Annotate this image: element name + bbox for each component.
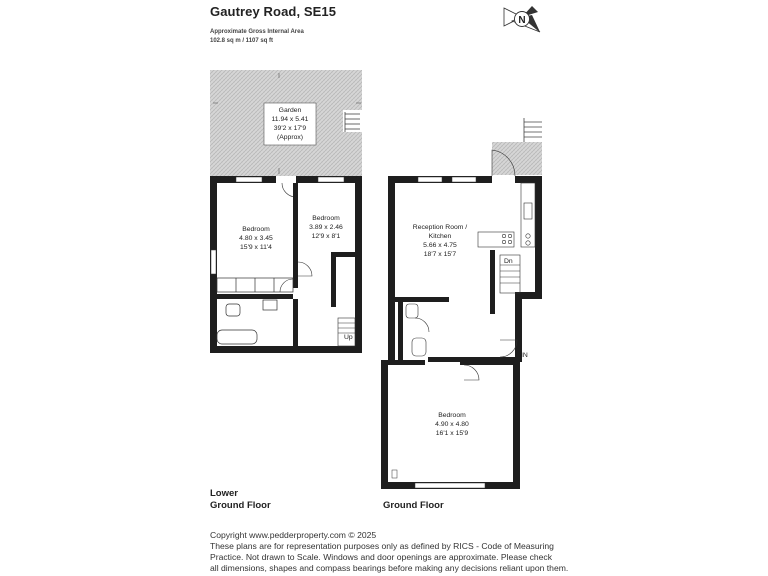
garden-dim-imperial: 39'2 x 17'9	[273, 125, 307, 132]
gf-bedroom-dim-metric: 4.90 x 4.80	[435, 421, 469, 428]
area-value: 102.8 sq m / 1107 sq ft	[210, 38, 274, 44]
compass-letter: N	[518, 15, 526, 26]
garden-dim-metric: 11.94 x 5.41	[271, 116, 309, 123]
gf-entrance-label: IN	[521, 352, 528, 359]
disclaimer	[210, 530, 570, 574]
plan-title: Gautrey Road, SE15	[210, 4, 337, 19]
ground-floor-plan	[381, 118, 542, 489]
garden-label: Garden	[278, 107, 302, 114]
garden	[210, 70, 362, 176]
disclaimer-line2: Practice. Not drawn to Scale. Windows and door openings are approximate. Please check	[210, 552, 553, 562]
lg-bedroom1-dim-imperial: 15'9 x 11'4	[240, 244, 272, 251]
lg-stair-label: Up	[344, 334, 353, 341]
garden-note: (Approx)	[276, 134, 304, 141]
copyright-text: Copyright www.pedderproperty.com © 2025	[210, 530, 377, 540]
lower-ground-label-line1: Lower	[210, 488, 238, 499]
gf-reception-dim-imperial: 18'7 x 15'7	[423, 251, 457, 258]
disclaimer-line3: all dimensions, shapes and compass bearings before making any decisions reliant upon them.	[210, 563, 569, 573]
disclaimer-line1: These plans are for representation purposes only as defined by RICS - Code of Measuring	[210, 541, 554, 551]
gf-reception-label-line1: Reception Room /	[412, 224, 468, 231]
gf-reception-dim-metric: 5.66 x 4.75	[423, 242, 457, 249]
gf-bedroom-label: Bedroom	[438, 412, 466, 419]
lower-ground-label	[210, 488, 271, 512]
lg-bedroom2-label: Bedroom	[312, 215, 340, 222]
ground-floor-label: Ground Floor	[383, 500, 444, 511]
lower-ground-plan	[210, 176, 362, 353]
lower-ground-label-line2: Ground Floor	[210, 500, 271, 511]
lg-bedroom1-label: Bedroom	[242, 226, 270, 233]
gf-stair-label: Dn	[504, 258, 513, 265]
gf-reception-label-line2: Kitchen	[428, 233, 452, 240]
area-label: Approximate Gross Internal Area	[210, 29, 304, 35]
lg-bedroom1-dim-metric: 4.80 x 3.45	[239, 235, 273, 242]
lg-bedroom2-dim-metric: 3.89 x 2.46	[309, 224, 343, 231]
lg-bedroom2-dim-imperial: 12'9 x 8'1	[311, 233, 341, 240]
gf-bedroom-dim-imperial: 16'1 x 15'9	[435, 430, 469, 437]
